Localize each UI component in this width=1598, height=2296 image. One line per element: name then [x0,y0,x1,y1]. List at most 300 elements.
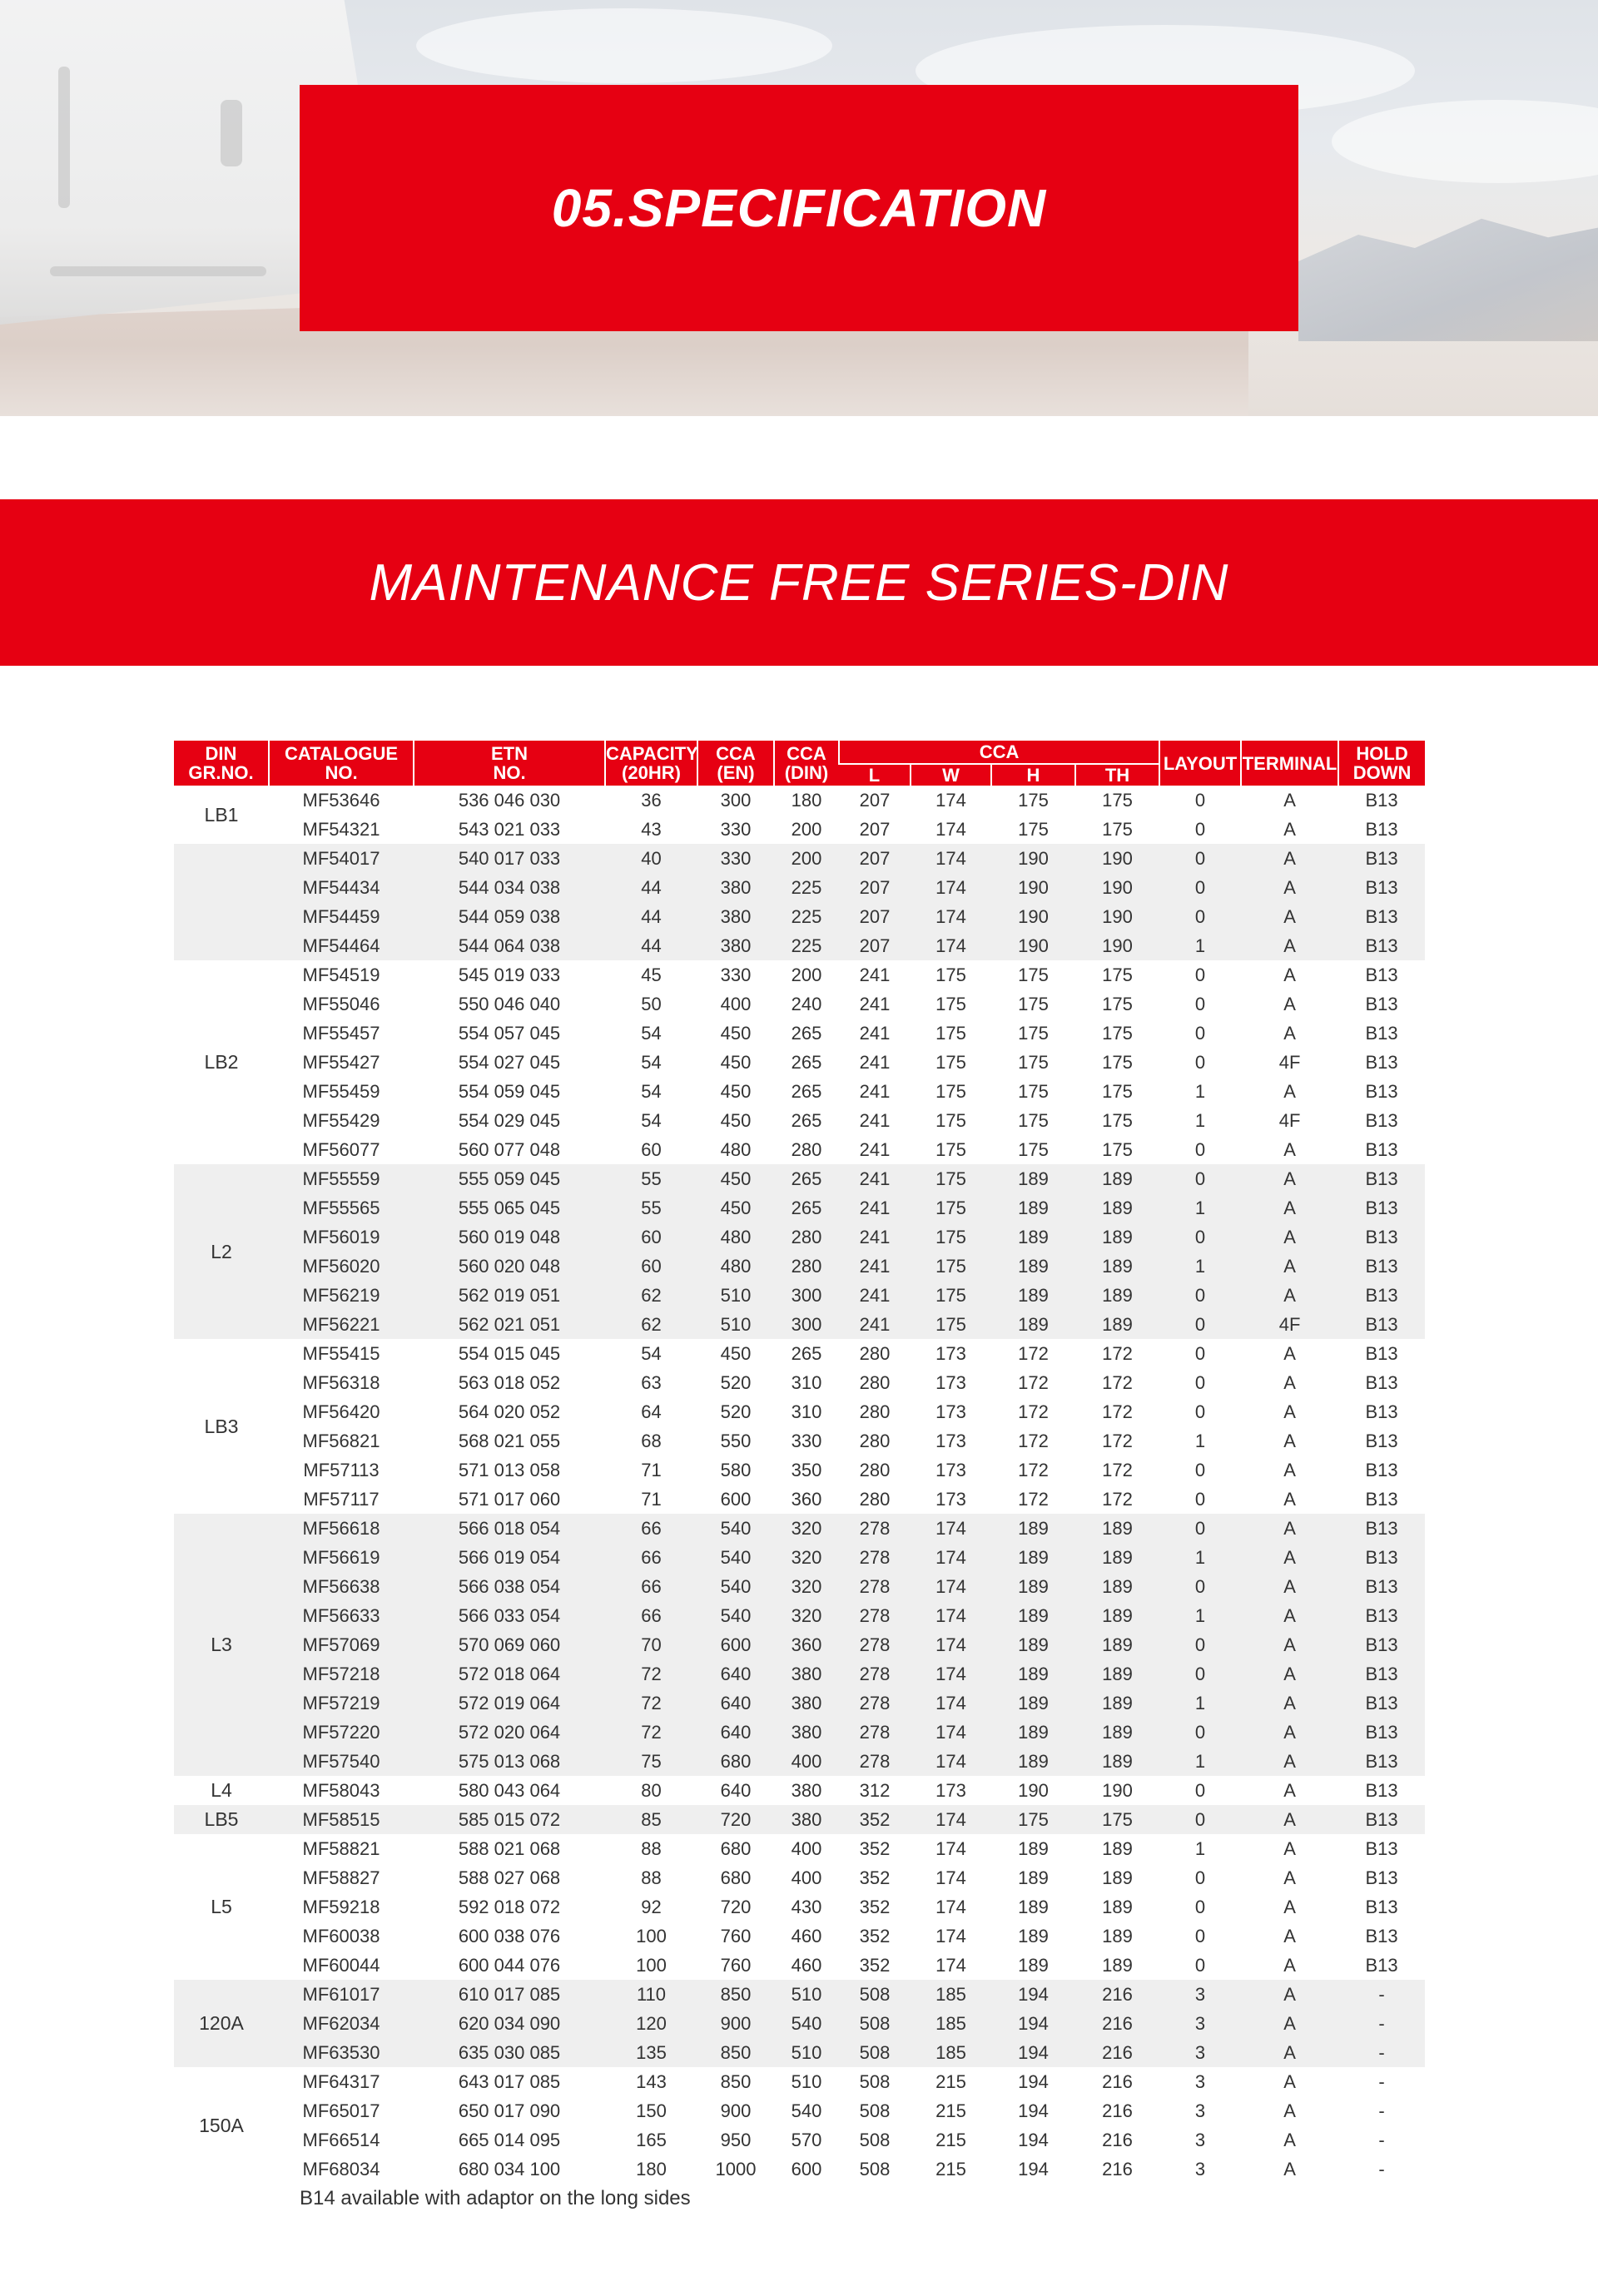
table-cell: 380 [697,902,774,931]
table-row [174,1863,1425,1892]
table-cell: 543 021 033 [458,818,561,840]
table-row [174,1776,1425,1805]
table-cell: 175 [1102,964,1133,985]
table-cell: 280 [859,1488,891,1510]
table-cell: 508 [859,2158,891,2179]
table-cell: A [1283,2158,1296,2179]
table-cell: B13 [1338,902,1425,931]
table-cell: A [1241,1630,1338,1659]
table-cell: A [1241,1164,1338,1193]
header-terminal: TERMINAL [1241,741,1338,786]
table-cell: 280 [859,1401,891,1422]
table-cell: 189 [991,1193,1075,1222]
table-cell: 240 [791,993,822,1014]
table-cell: 207 [839,844,911,873]
table-cell: 189 [991,1718,1075,1747]
table-cell: 554 059 045 [458,1080,561,1102]
din-group-cell: LB5 [174,1805,269,1834]
table-cell: 241 [839,1222,911,1252]
table-cell: MF58515 [269,1805,414,1834]
table-cell: 265 [791,1342,822,1364]
table-cell: 175 [1018,1051,1049,1073]
table-cell: 175 [1102,1109,1133,1131]
series-title: MAINTENANCE FREE SERIES-DIN [369,553,1229,612]
table-cell: 189 [991,1572,1075,1601]
table-cell: B13 [1365,818,1398,840]
table-cell: MF57218 [269,1659,414,1689]
header-hold-down: HOLD DOWN [1338,741,1425,786]
table-cell: 508 [859,2100,891,2121]
table-cell: 64 [641,1401,662,1422]
table-cell: 310 [791,1371,822,1393]
table-cell: 71 [641,1488,662,1510]
table-cell: 540 [774,2009,839,2038]
table-cell: 352 [859,1954,891,1976]
table-cell: 320 [774,1543,839,1572]
table-cell: 180 [636,2158,667,2179]
table-cell: MF55046 [302,993,380,1014]
table-cell: 352 [859,1837,891,1859]
table-cell: 0 [1194,1022,1206,1044]
table-cell: 172 [1102,1488,1133,1510]
table-row [174,1630,1425,1659]
table-cell: A [1241,1193,1338,1222]
din-group-cell: LB2 [174,960,269,1164]
table-cell: B13 [1365,1342,1398,1364]
table-cell: MF56019 [269,1222,414,1252]
table-cell: A [1283,2129,1296,2150]
table-cell: 40 [605,844,697,873]
table-cell: 241 [859,993,891,1014]
table-cell: 44 [605,902,697,931]
table-cell: B13 [1338,1543,1425,1572]
table-cell: 172 [1018,1459,1049,1480]
table-cell: - [1378,2100,1385,2121]
table-cell: 352 [859,1867,891,1888]
table-row [174,844,1425,873]
table-cell: 189 [1075,1601,1159,1630]
table-cell: MF56618 [269,1514,414,1543]
table-cell: MF55459 [302,1080,380,1102]
table-cell: 0 [1159,902,1241,931]
table-cell: 0 [1159,1718,1241,1747]
table-cell: 280 [774,1252,839,1281]
table-cell: B13 [1338,1193,1425,1222]
table-cell: 85 [605,1805,697,1834]
series-band [0,499,1598,666]
table-row [174,1455,1425,1485]
table-cell: MF55559 [269,1164,414,1193]
table-cell: 216 [1102,2070,1133,2092]
table-cell: 510 [697,1281,774,1310]
table-cell: 175 [1018,993,1049,1014]
table-cell: 550 [720,1430,752,1451]
table-cell: A [1241,1514,1338,1543]
table-cell: 175 [1075,1805,1159,1834]
table-cell: 216 [1075,1980,1159,2009]
table-cell: 173 [935,1459,966,1480]
table-cell: 174 [911,1543,991,1572]
table-cell: 189 [991,1252,1075,1281]
table-cell: 278 [839,1747,911,1776]
table-cell: 174 [911,1514,991,1543]
table-cell: 1 [1159,1193,1241,1222]
table-cell: 0 [1194,1051,1206,1073]
table-cell: 241 [839,1310,911,1339]
table-row [174,1601,1425,1630]
table-cell: 174 [935,1954,966,1976]
table-cell: 540 [791,2100,822,2121]
table-cell: 278 [839,1659,911,1689]
table-cell: A [1241,1281,1338,1310]
table-cell: 200 [791,964,822,985]
table-cell: 173 [935,1371,966,1393]
table-cell: 0 [1159,1805,1241,1834]
table-cell: 241 [839,1193,911,1222]
table-cell: B13 [1365,1459,1398,1480]
table-cell: 450 [697,1164,774,1193]
table-cell: A [1283,1837,1296,1859]
table-cell: 54 [641,1051,662,1073]
table-cell: 568 021 055 [458,1430,561,1451]
table-cell: 207 [859,789,891,811]
table-cell: 43 [641,818,662,840]
table-row [174,1689,1425,1718]
table-cell: 571 017 060 [458,1488,561,1510]
table-cell: 173 [935,1401,966,1422]
table-cell: 1 [1194,1109,1206,1131]
table-cell: A [1241,1980,1338,2009]
table-cell: A [1283,1430,1296,1451]
table-cell: 189 [1075,1747,1159,1776]
table-cell: 172 [1102,1459,1133,1480]
table-cell: 189 [991,1630,1075,1659]
table-cell: 194 [991,2009,1075,2038]
table-row [174,902,1425,931]
table-cell: 172 [1018,1371,1049,1393]
table-cell: 189 [1075,1281,1159,1310]
table-cell: 300 [774,1310,839,1339]
header-etn: ETN NO. [414,741,605,786]
table-cell: B13 [1365,1430,1398,1451]
table-cell: 3 [1159,2009,1241,2038]
table-row [174,1834,1425,1863]
table-cell: 60 [641,1138,662,1160]
table-cell: 265 [774,1193,839,1222]
table-cell: 265 [774,1164,839,1193]
table-cell: 190 [1075,844,1159,873]
table-cell: 400 [774,1747,839,1776]
table-cell: 189 [1102,1954,1133,1976]
table-cell: 62 [605,1281,697,1310]
table-cell: 760 [720,1954,752,1976]
table-cell: 545 019 033 [458,964,561,985]
table-row [174,1980,1425,2009]
table-cell: 540 [697,1601,774,1630]
table-row [174,1718,1425,1747]
table-cell: A [1241,1601,1338,1630]
table-cell: 62 [605,1310,697,1339]
table-cell: 280 [859,1371,891,1393]
table-cell: 189 [1075,1543,1159,1572]
table-cell: 215 [935,2158,966,2179]
table-cell: 216 [1102,2100,1133,2121]
table-cell: 207 [839,902,911,931]
table-cell: 320 [774,1601,839,1630]
table-cell: 380 [697,931,774,960]
table-cell: MF54017 [269,844,414,873]
table-cell: 55 [605,1193,697,1222]
table-cell: 200 [774,844,839,873]
table-cell: 72 [605,1689,697,1718]
table-row [174,2096,1425,2125]
table-cell: 241 [859,964,891,985]
table-cell: 174 [935,789,966,811]
din-group-cell: L2 [174,1164,269,1339]
table-cell: 3 [1194,2129,1206,2150]
table-cell: 189 [991,1310,1075,1339]
table-cell: MF57220 [269,1718,414,1747]
table-cell: 554 027 045 [458,1051,561,1073]
table-cell: 44 [605,873,697,902]
table-cell: 450 [697,1193,774,1222]
table-cell: 544 059 038 [414,902,605,931]
table-cell: 0 [1159,1310,1241,1339]
table-cell: 620 034 090 [414,2009,605,2038]
table-cell: 640 [697,1689,774,1718]
table-cell: 189 [1075,1572,1159,1601]
table-cell: 610 017 085 [414,1980,605,2009]
table-cell: 36 [641,789,662,811]
table-cell: A [1241,1689,1338,1718]
table-cell: 3 [1194,2070,1206,2092]
table-cell: 165 [636,2129,667,2150]
table-cell: 0 [1159,1222,1241,1252]
table-cell: 55 [605,1164,697,1193]
table-cell: 75 [605,1747,697,1776]
table-cell: MF55457 [302,1022,380,1044]
table-cell: MF57219 [269,1689,414,1718]
table-row [174,786,1425,815]
table-cell: 207 [839,873,911,902]
table-cell: A [1283,1138,1296,1160]
table-cell: 580 [720,1459,752,1480]
table-cell: 0 [1194,1371,1206,1393]
table-cell: 189 [991,1601,1075,1630]
table-cell: 135 [605,2038,697,2067]
table-cell: 760 [720,1925,752,1946]
table-cell: 550 046 040 [458,993,561,1014]
table-cell: 480 [697,1252,774,1281]
table-cell: B13 [1338,1281,1425,1310]
table-cell: 540 [697,1543,774,1572]
table-cell: 189 [1075,1164,1159,1193]
table-cell: A [1283,1925,1296,1946]
table-cell: 600 044 076 [458,1954,561,1976]
table-cell: MF60044 [302,1954,380,1976]
table-cell: 3 [1194,2158,1206,2179]
table-cell: B13 [1365,1925,1398,1946]
table-cell: 185 [911,2009,991,2038]
table-cell: B13 [1338,1252,1425,1281]
table-cell: 175 [1018,1022,1049,1044]
table-cell: 570 069 060 [414,1630,605,1659]
table-cell: 225 [774,931,839,960]
table-cell: 600 [697,1630,774,1659]
table-cell: B13 [1365,1896,1398,1917]
table-cell: 563 018 052 [458,1371,561,1393]
table-header-row [174,741,1425,764]
table-cell: 566 038 054 [414,1572,605,1601]
table-cell: A [1283,1401,1296,1422]
table-cell: 241 [859,1022,891,1044]
table-cell: 0 [1159,873,1241,902]
table-cell: 172 [1102,1342,1133,1364]
table-cell: 0 [1194,1896,1206,1917]
table-cell: A [1241,844,1338,873]
table-cell: 216 [1075,2038,1159,2067]
table-cell: 635 030 085 [414,2038,605,2067]
table-cell: 175 [1102,1051,1133,1073]
table-cell: - [1378,2070,1385,2092]
table-cell: 216 [1102,2129,1133,2150]
table-cell: 0 [1194,1342,1206,1364]
table-row [174,1048,1425,1077]
din-group-cell: 150A [174,2067,269,2184]
table-cell: 278 [839,1514,911,1543]
table-cell: 190 [1075,873,1159,902]
table-cell: MF66514 [302,2129,380,2150]
table-cell: B13 [1365,1954,1398,1976]
table-cell: 508 [859,2070,891,2092]
table-cell: 175 [1102,993,1133,1014]
table-cell: MF56638 [269,1572,414,1601]
table-cell: 330 [720,818,752,840]
table-cell: 225 [774,902,839,931]
table-cell: 92 [641,1896,662,1917]
table-row [174,2067,1425,2096]
table-cell: 175 [1102,1022,1133,1044]
table-row [174,873,1425,902]
din-group-cell [174,844,269,960]
table-cell: 189 [991,1281,1075,1310]
table-row [174,1922,1425,1951]
table-cell: 54 [641,1342,662,1364]
table-cell: 900 [720,2100,752,2121]
table-cell: 189 [1075,1310,1159,1339]
header-capacity: CAPACITY (20HR) [605,741,697,786]
table-cell: 400 [791,1837,822,1859]
table-cell: 265 [791,1080,822,1102]
table-cell: 720 [720,1896,752,1917]
table-cell: 54 [641,1022,662,1044]
table-cell: 175 [935,993,966,1014]
table-cell: 189 [991,1514,1075,1543]
table-cell: B13 [1338,1805,1425,1834]
table-cell: 680 [697,1747,774,1776]
table-cell: 0 [1194,1138,1206,1160]
table-cell: 850 [697,1980,774,2009]
table-cell: 450 [720,1022,752,1044]
table-cell: 508 [839,2009,911,2038]
table-row [174,2155,1425,2184]
table-cell: B13 [1365,1867,1398,1888]
table-cell: 189 [1075,1193,1159,1222]
table-cell: 185 [911,1980,991,2009]
table-cell: MF56633 [269,1601,414,1630]
table-cell: 100 [636,1925,667,1946]
table-cell: 0 [1194,1954,1206,1976]
table-cell: 900 [697,2009,774,2038]
table-cell: 190 [1075,931,1159,960]
table-cell: 950 [720,2129,752,2150]
table-cell: 175 [911,1252,991,1281]
table-cell: 720 [697,1805,774,1834]
table-cell: 643 017 085 [458,2070,561,2092]
table-cell: 278 [839,1543,911,1572]
table-cell: 189 [1075,1718,1159,1747]
table-cell: 175 [911,1164,991,1193]
table-cell: 50 [641,993,662,1014]
table-cell: 280 [791,1138,822,1160]
table-cell: 480 [720,1138,752,1160]
table-cell: 0 [1194,1925,1206,1946]
table-cell: 380 [791,1779,822,1801]
table-cell: MF57069 [269,1630,414,1659]
table-cell: 0 [1194,1459,1206,1480]
table-cell: 175 [1102,818,1133,840]
table-cell: B13 [1338,1572,1425,1601]
header-cca-din: CCA (DIN) [774,741,839,786]
table-cell: MF57113 [303,1459,380,1480]
table-cell: 175 [935,1051,966,1073]
table-cell: 4F [1278,1051,1301,1073]
table-cell: 0 [1159,1164,1241,1193]
table-cell: A [1241,1543,1338,1572]
table-cell: 1 [1159,1543,1241,1572]
section-title-box [300,85,1298,331]
table-cell: 330 [697,844,774,873]
table-cell: 180 [791,789,822,811]
table-cell: 173 [935,1779,966,1801]
table-cell: 280 [859,1459,891,1480]
table-cell: 175 [1102,789,1133,811]
table-cell: 3 [1194,2100,1206,2121]
table-cell: A [1241,2038,1338,2067]
table-cell: 400 [791,1867,822,1888]
table-cell: 172 [1102,1401,1133,1422]
table-cell: A [1283,789,1296,811]
table-cell: MF56219 [269,1281,414,1310]
table-cell: 189 [1018,1954,1049,1976]
table-cell: 189 [1018,1925,1049,1946]
table-cell: A [1283,2100,1296,2121]
table-cell: 200 [791,818,822,840]
table-cell: 450 [720,1109,752,1131]
table-cell: 640 [697,1718,774,1747]
table-cell: MF68034 [302,2158,380,2179]
table-cell: 300 [720,789,752,811]
table-cell: 508 [839,1980,911,2009]
table-cell: 572 020 064 [414,1718,605,1747]
din-group-cell: L5 [174,1834,269,1980]
table-cell: 278 [839,1601,911,1630]
table-cell: 72 [605,1718,697,1747]
table-cell: MF55429 [302,1109,380,1131]
table-cell: 175 [911,1281,991,1310]
table-cell: 1 [1159,1689,1241,1718]
table-cell: 560 077 048 [458,1138,561,1160]
